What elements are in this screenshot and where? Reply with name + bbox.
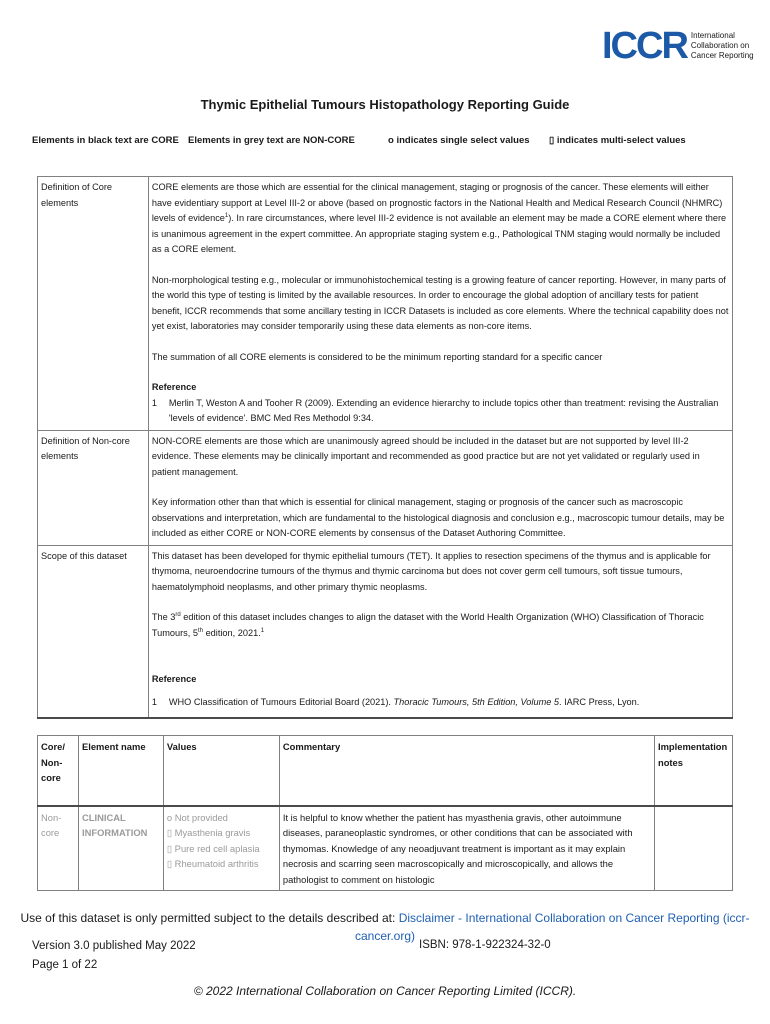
- elements-table: [37, 735, 733, 891]
- elements-header-row: [38, 736, 733, 806]
- disclaimer-link[interactable]: Disclaimer - International Collaboration on Cancer Reporting (iccr-cancer.org): [354, 911, 750, 943]
- header-core: Core/ Non-core: [38, 736, 79, 806]
- header-values: Values: [163, 736, 279, 806]
- scope-reference-heading: Reference: [151, 674, 197, 684]
- table-row: [38, 806, 733, 891]
- definition-row-noncore: [38, 430, 733, 545]
- scope-ref-text-b: . IARC Press, Lyon.: [559, 696, 640, 707]
- noncore-paragraph-1: NON-CORE elements are those which are unanimously agreed should be included in the dataset but are not supported by level III-2 evidence. These elements may be clinically important and recommended as good practice but are not yet validated or regularly used in patient management.: [151, 435, 700, 477]
- scope-p2-b: edition of this dataset includes changes to align the dataset with the World Health Organization (WHO) Classification of Thoracic Tumours, 5: [151, 612, 704, 638]
- version-text: Version 3.0 published May 2022: [32, 940, 196, 952]
- definitions-table: [37, 176, 733, 719]
- header-commentary: Commentary: [279, 736, 654, 806]
- version-block: [32, 937, 196, 975]
- scope-ref-text-a: WHO Classification of Tumours Editorial Board (2021).: [168, 696, 394, 707]
- scope-p2-sup3: 1: [260, 627, 265, 634]
- noncore-definition-text: [148, 430, 732, 545]
- logo-text-line2: Collaboration on: [690, 41, 750, 50]
- core-paragraph-1: [152, 180, 729, 258]
- row-implementation: [654, 806, 732, 891]
- value-rheumatoid-arthritis: ▯ Rheumatoid arthritis: [166, 858, 259, 869]
- core-p1-text: CORE elements are those which are essential for the clinical management, staging or prognosis of the cancer. These elements will either have evidentiary support at Level III-2 or above (based on prognostic factors in the National Health and Medical Research Council (NHMRC) levels of evidence: [151, 182, 723, 223]
- logo-text-line1: International: [690, 31, 735, 40]
- value-pure-red-cell-aplasia: ▯ Pure red cell aplasia: [166, 842, 260, 854]
- isbn-text: ISBN: 978-1-922324-32-0: [419, 939, 551, 951]
- legend-multi-select: ▯ indicates multi-select values: [549, 135, 686, 146]
- disclaimer-prefix: Use of this dataset is only permitted subject to the details described at:: [20, 911, 399, 925]
- core-definition-text: [148, 177, 732, 431]
- core-reference-heading: Reference: [151, 382, 197, 392]
- row-element-name: CLINICAL INFORMATION: [78, 806, 163, 891]
- scope-label: Scope of this dataset: [38, 545, 149, 718]
- scope-ref-text-italic: Thoracic Tumours, 5th Edition, Volume 5: [393, 696, 559, 707]
- page-number: Page 1 of 22: [32, 959, 98, 971]
- value-myasthenia-gravis: ▯ Myasthenia gravis: [166, 827, 251, 838]
- scope-p2-sup1: rd: [175, 611, 181, 618]
- row-values-cell: [163, 806, 279, 891]
- core-paragraph-3: The summation of all CORE elements is considered to be the minimum reporting standard for a specific cancer: [151, 351, 603, 362]
- core-reference-text: Merlin T, Weston A and Tooher R (2009). Extending an evidence hierarchy to include topics other than treatment: revising the Australian 'levels of evidence'. BMC Med Res Methodol 9:34.: [168, 397, 719, 423]
- definition-row-core: [38, 177, 733, 431]
- core-reference-number: 1: [151, 397, 157, 408]
- logo-mark: ICCR: [602, 25, 687, 67]
- legend-core: Elements in black text are CORE: [32, 135, 179, 146]
- row-core-cell: Non-core: [38, 806, 79, 891]
- core-reference-item: [152, 396, 729, 427]
- scope-p2-c: edition, 2021.: [203, 627, 261, 638]
- scope-reference: [152, 672, 729, 710]
- legend-noncore: Elements in grey text are NON-CORE: [188, 135, 355, 146]
- noncore-paragraph-2: Key information other than that which is essential for clinical management, staging or prognosis of the cancer such as macroscopic observations and interpretation, which are fundamental to the histological diagnosis and conclusion e.g., macroscopic tumour details, may be included as either CORE or NON-CORE elements by consensus of the Dataset Authoring Committee.: [151, 497, 725, 538]
- scope-paragraph-1: This dataset has been developed for thymic epithelial tumours (TET). It applies to resection specimens of the thymus and is applicable for thymoma, neuroendocrine tumours of the thymus and thymic carcinoma but does not cover germ cell tumours, soft tissue tumours, haematolymphoid neoplasms, and other primary thymic neoplasms.: [151, 550, 711, 592]
- scope-p2-a: The 3: [151, 612, 176, 622]
- header-element-name: Element name: [78, 736, 163, 806]
- row-commentary: It is helpful to know whether the patient has myasthenia gravis, other autoimmune diseases, paraneoplastic syndromes, or other conditions that can be associated with thymomas. Knowledge of any neoadjuvant treatment is important as it may explain necrosis and scarring seen macroscopically and microscopically, and allows the pathologist to comment on histologic: [279, 806, 654, 891]
- scope-text: [148, 545, 732, 718]
- document-title: Thymic Epithelial Tumours Histopathology Reporting Guide: [200, 97, 570, 112]
- core-reference: [152, 380, 729, 427]
- scope-p2-sup2: th: [198, 627, 204, 634]
- core-definition-label: Definition of Core elements: [38, 177, 149, 431]
- logo-text: [691, 31, 754, 61]
- scope-reference-number: 1: [151, 696, 157, 707]
- copyright-text: © 2022 International Collaboration on Cancer Reporting Limited (ICCR).: [193, 984, 577, 998]
- value-not-provided: o Not provided: [166, 811, 228, 823]
- noncore-definition-label: Definition of Non-core elements: [38, 430, 149, 545]
- core-paragraph-2: Non-morphological testing e.g., molecular or immunohistochemical testing is a growing feature of cancer reporting. However, in many parts of the world this type of testing is limited by the available resources. In order to encourage the global adoption of ancillary tests for patient benefit, ICCR recommends that some ancillary testing in ICCR Datasets is included as core elements. Where the technical capability does not yet exist, laboratories may consider temporarily using these data elements as non-core items.: [151, 274, 729, 331]
- scope-paragraph-2: [152, 610, 729, 641]
- definition-row-scope: [38, 545, 733, 718]
- scope-reference-item: [152, 695, 729, 711]
- scope-reference-text: [169, 695, 639, 711]
- logo-text-line3: Cancer Reporting: [690, 51, 754, 60]
- header-implementation: Implementation notes: [654, 736, 732, 806]
- core-p1-sup: 1: [224, 212, 229, 219]
- core-p1-tail: ). In rare circumstances, where level III-2 evidence is not available an element may be made a CORE element where there is unanimous agreement in the expert committee. An appropriate staging system e.g., Pathological TNM staging would normally be included as a CORE element.: [151, 213, 727, 254]
- legend-single-select: o indicates single select values: [388, 135, 530, 146]
- iccr-logo: [602, 26, 754, 66]
